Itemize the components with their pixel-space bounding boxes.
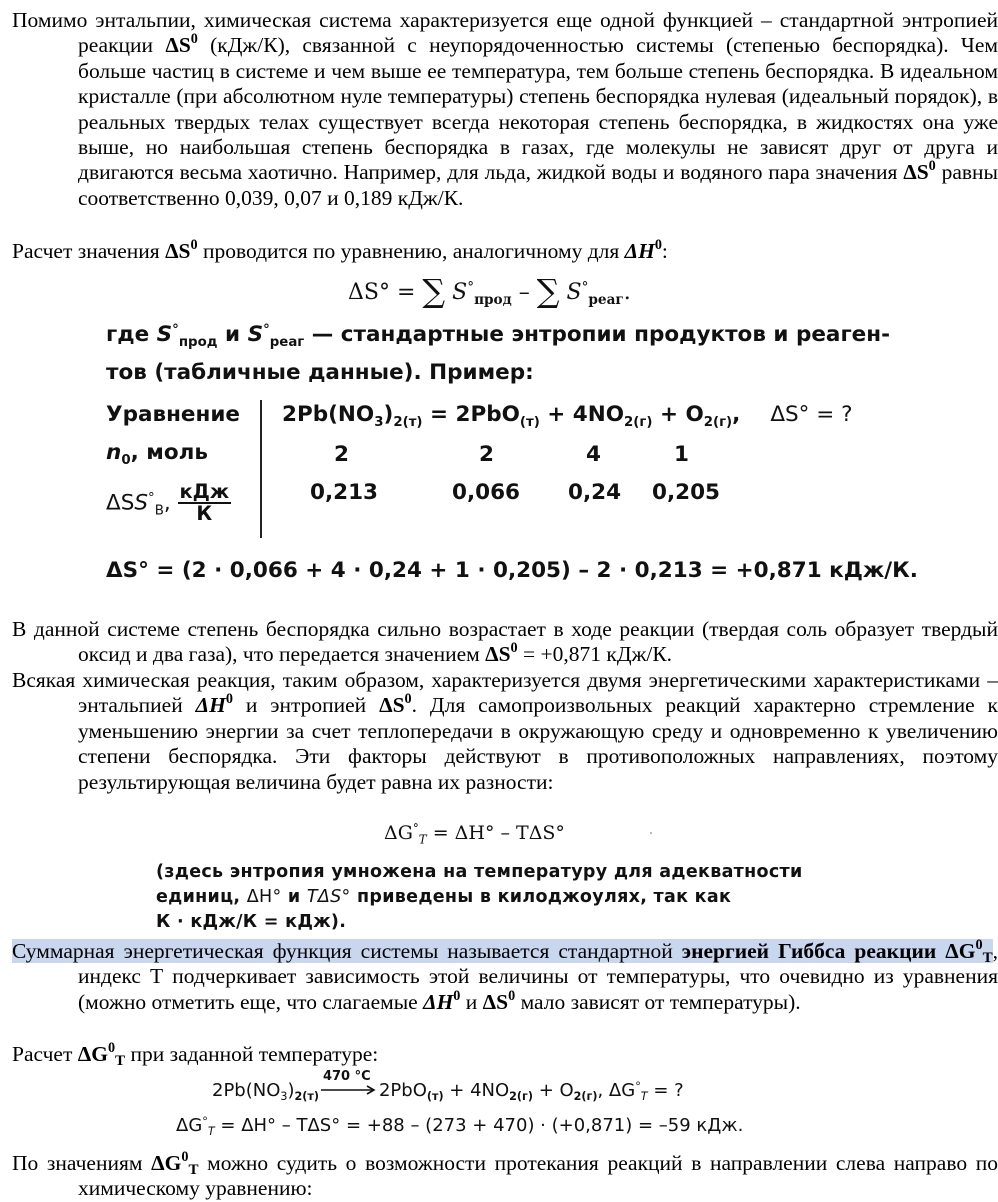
entropy-value-1: 0,213 <box>310 480 379 505</box>
paragraph-gibbs-calc: Расчет $\Delta G^0T$ при заданной температуре: <box>12 1040 379 1069</box>
paragraph-entropy-conclusion: В данной системе степень беспорядка сильно возрастает в ходе реакции (твердая соль образует твердый оксид и два газа), что передается значением $\Delta S^0 = +0,871$ кДж/К. <box>12 617 998 667</box>
example-label-entropy: $\Delta SS^\circ_В$, $\frac{\text{кДж}}{К}$ <box>106 480 230 526</box>
formula-entropy-sum: ΔS° = ∑ $S^\circ_{прод}$ – ∑ $S^\circ_{реаг}$. <box>348 272 631 311</box>
arrow-right-icon <box>319 1078 379 1098</box>
moles-value-4: 1 <box>674 442 689 467</box>
scan-artifact <box>650 832 652 834</box>
moles-value-1: 2 <box>334 442 349 467</box>
formula-gibbs-result: $\Delta G^\circ_T = \Delta H^\circ - T\Delta S^\circ = +88 - (273 + 470) \cdot (+0,871) = -59$ кДж. <box>176 1114 744 1139</box>
reaction-arrow: 470 °C <box>319 1078 379 1098</box>
entropy-value-4: 0,205 <box>652 480 721 505</box>
note-line-1: (здесь энтропия умножена на температуру для адекватности <box>156 862 803 882</box>
moles-value-2: 2 <box>479 442 494 467</box>
formula-gibbs: $\Delta G^\circ_T = \Delta H^\circ - T\Delta S^\circ$ <box>384 821 565 847</box>
example-label-moles: $n_0$, моль <box>106 440 208 469</box>
paragraph-gibbs-definition: Суммарная энергетическая функция системы называется стандартной энергией Гиббса реакции $\Delta G^0T$, индекс Т подчеркивает зависимость этой величины от температуры, что очевидно из уравнения (можно отметить еще, что слагаемые $\Delta H^0$ и $\Delta S^0$ мало зависят от температуры). <box>12 937 998 1014</box>
paragraph-entropy-intro: Помимо энтальпии, химическая система характеризуется еще одной функцией – стандартной энтропией реакции $\Delta S^0$ (кДж/К), связанной с неупорядоченностью системы (степенью беспорядка). Чем больше частиц в системе и чем выше ее температура, тем больше степень беспорядка. В идеальном кристалле (при абсолютном нуле температуры) степень беспорядка нулевая (идеальный порядок), в реальных твердых телах существует всегда некоторая степень беспорядка, в жидкостях она уже выше, но наибольшая степень беспорядка в газах, где молекулы не зависят друг от друга и двигаются весьма хаотично. Например, для льда, жидкой воды и водяного пара значения $\Delta S^0$ равны соответственно 0,039, 0,07 и 0,189 кДж/К. <box>12 8 998 210</box>
paragraph-gibbs-direction: По значениям $\Delta G^0T$ можно судить о возможности протекания реакций в направлении слева направо по химическому уравнению: <box>12 1149 998 1201</box>
fraction-kj-per-k: $\frac{\text{кДж}}{К}$ <box>179 480 230 526</box>
where-line-1: где $S^\circ_{прод}$ и $S^\circ_{реаг}$ — стандартные энтропии продуктов и реаген- <box>106 322 891 351</box>
highlighted-text: Суммарная энергетическая функция системы называется стандартной энергией Гиббса реакции $\Delta G^0T$ <box>12 937 993 966</box>
where-line-2: тов (табличные данные). Пример: <box>106 360 534 385</box>
moles-value-3: 4 <box>586 442 601 467</box>
formula-reaction-gibbs: $2Pb(NO_3)_{2(т)}$ 470 °C $2PbO_{(т)} + 4NO_{2(г)} + O_{2(г)}$, $\Delta G^\circ_T$ = ? <box>212 1069 684 1104</box>
example-equation: $2Pb(NO_3)_{2(т)} = 2PbO_{(т)} + 4NO_{2(г)} + O_{2(г)}$, ΔS° = ? <box>282 402 853 431</box>
note-line-2: единиц, ΔH° и TΔS° приведены в килоджоулях, так как <box>156 887 732 907</box>
paragraph-gibbs-intro: Всякая химическая реакция, таким образом, характеризуется двумя энергетическими характеристиками – энтальпией $\Delta H^0$ и энтропией $\Delta S^0$. Для самопроизвольных реакций характерно стремление к уменьшению энергии за счет теплопередачи в окружающую среду и одновременно к увеличению степени беспорядка. Эти факторы действуют в противоположных направлениях, поэтому результирующая величина будет равна их разности: <box>12 668 998 794</box>
entropy-result: ΔS° = (2 · 0,066 + 4 · 0,24 + 1 · 0,205) – 2 · 0,213 = +0,871 кДж/К. <box>106 558 918 583</box>
paragraph-entropy-calc: Расчет значения $\Delta S^0$ проводится по уравнению, аналогичному для $\Delta H^0$: <box>12 237 668 263</box>
entropy-value-2: 0,066 <box>452 480 521 505</box>
entropy-value-3: 0,24 <box>568 480 622 505</box>
example-label-equation: Уравнение <box>106 402 241 427</box>
table-divider <box>260 400 262 538</box>
note-line-3: К · кДж/К = кДж). <box>156 912 347 932</box>
